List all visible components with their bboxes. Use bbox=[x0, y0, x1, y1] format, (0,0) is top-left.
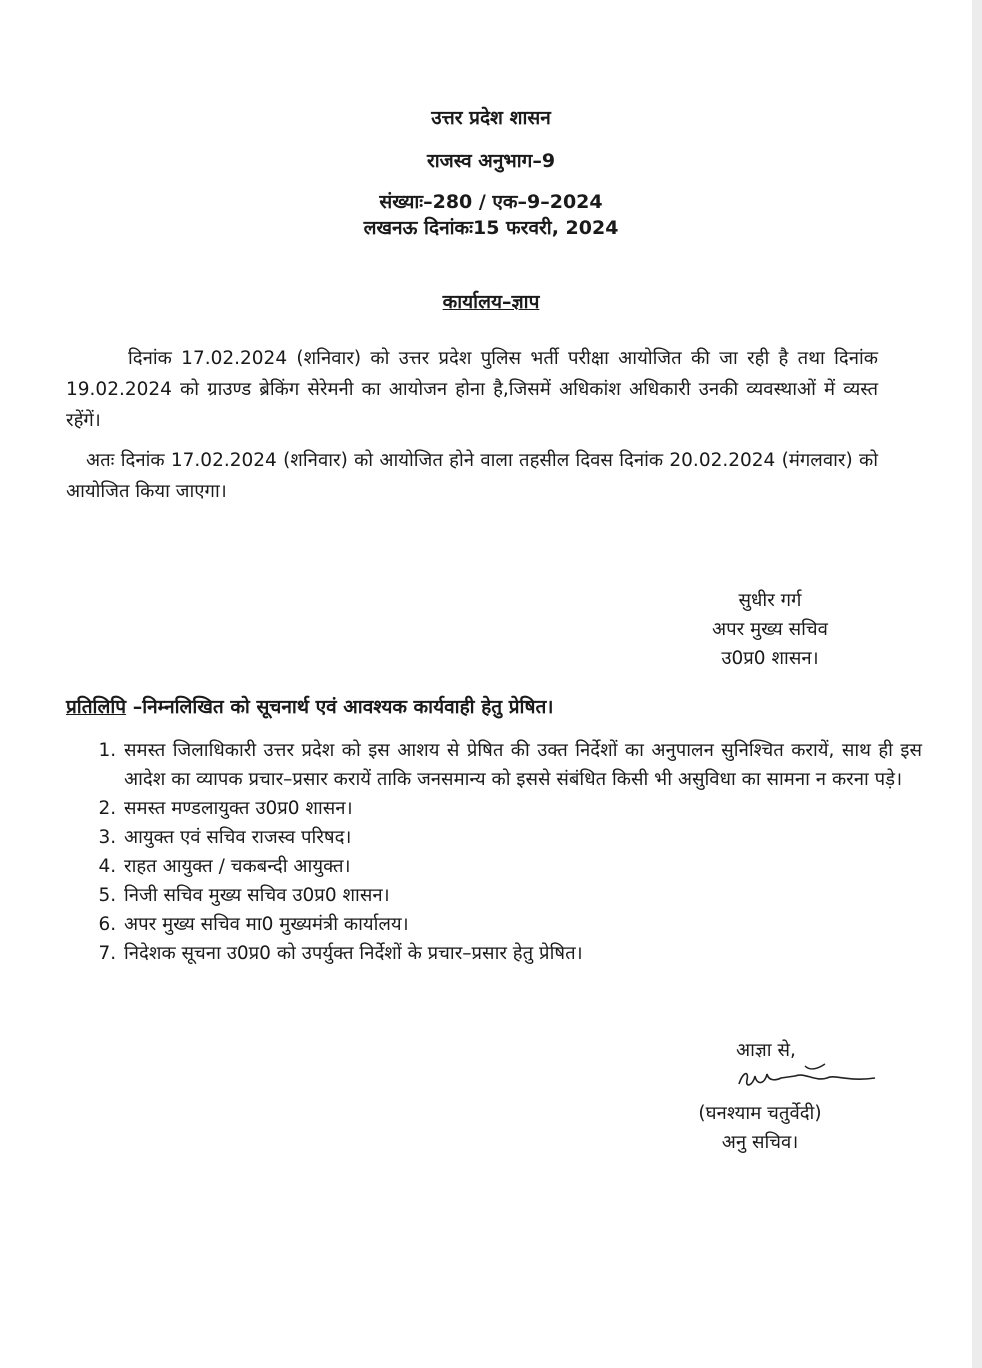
memo-paragraph-1: दिनांक 17.02.2024 (शनिवार) को उत्तर प्रदेश पुलिस भर्ती परीक्षा आयोजित की जा रही है तथा दिनांक 19.02.2024 को ग्राउण्ड ब्रेकिंग सेरेमनी का आयोजन होना है,जिसमें अधिकांश अधिकारी उनकी व्यवस्थाओं में व्यस्त रहेंगें। bbox=[66, 348, 878, 431]
copy-to-label: प्रतिलिपि bbox=[66, 696, 127, 718]
place-date: लखनऊ दिनांकः15 फरवरी, 2024 bbox=[363, 217, 619, 239]
list-item: 7. निदेशक सूचना उ0प्र0 को उपर्युक्त निर्देशों के प्रचार–प्रसार हेतु प्रेषित। bbox=[122, 939, 922, 968]
order-text: आज्ञा से, bbox=[736, 1040, 796, 1061]
signatory-name: सुधीर गर्ग bbox=[738, 590, 802, 611]
under-secretary-name: (घनश्याम चतुर्वेदी) bbox=[698, 1103, 822, 1124]
signatory-block bbox=[640, 586, 900, 673]
signatory-designation: अपर मुख्य सचिव bbox=[712, 619, 828, 640]
handwritten-signature bbox=[735, 1058, 880, 1098]
under-secretary-block bbox=[630, 1099, 890, 1157]
reference-number: संख्याः–280 / एक–9–2024 bbox=[379, 191, 603, 213]
list-item: 4. राहत आयुक्त / चकबन्दी आयुक्त। bbox=[122, 852, 922, 881]
list-item: 2. समस्त मण्डलायुक्त उ0प्र0 शासन। bbox=[122, 794, 922, 823]
copy-to-list bbox=[80, 736, 922, 968]
copy-to-heading bbox=[66, 693, 553, 719]
memo-title: कार्यालय–ज्ञाप bbox=[442, 291, 540, 313]
copy-to-text: –निम्नलिखित को सूचनार्थ एवं आवश्यक कार्यवाही हेतु प्रेषित। bbox=[126, 696, 554, 718]
department-heading: राजस्व अनुभाग–9 bbox=[426, 150, 556, 172]
list-item: 5. निजी सचिव मुख्य सचिव उ0प्र0 शासन। bbox=[122, 881, 922, 910]
list-item: 6. अपर मुख्य सचिव मा0 मुख्यमंत्री कार्यालय। bbox=[122, 910, 922, 939]
memo-paragraph-2: अतः दिनांक 17.02.2024 (शनिवार) को आयोजित होने वाला तहसील दिवस दिनांक 20.02.2024 (मंगलवार) को आयोजित किया जाएगा। bbox=[66, 450, 878, 502]
list-item: 1. समस्त जिलाधिकारी उत्तर प्रदेश को इस आशय से प्रेषित की उक्त निर्देशों का अनुपालन सुनिश्चित करायें, साथ ही इस आदेश का व्यापक प्रचार–प्रसार करायें ताकि जनसमान्य को इससे संबंधित किसी भी असुविधा का सामना न करना पड़े। bbox=[122, 736, 922, 794]
under-secretary-designation: अनु सचिव। bbox=[721, 1132, 799, 1153]
list-item: 3. आयुक्त एवं सचिव राजस्व परिषद। bbox=[122, 823, 922, 852]
signatory-office: उ0प्र0 शासन। bbox=[721, 648, 819, 669]
government-heading: उत्तर प्रदेश शासन bbox=[431, 107, 551, 129]
